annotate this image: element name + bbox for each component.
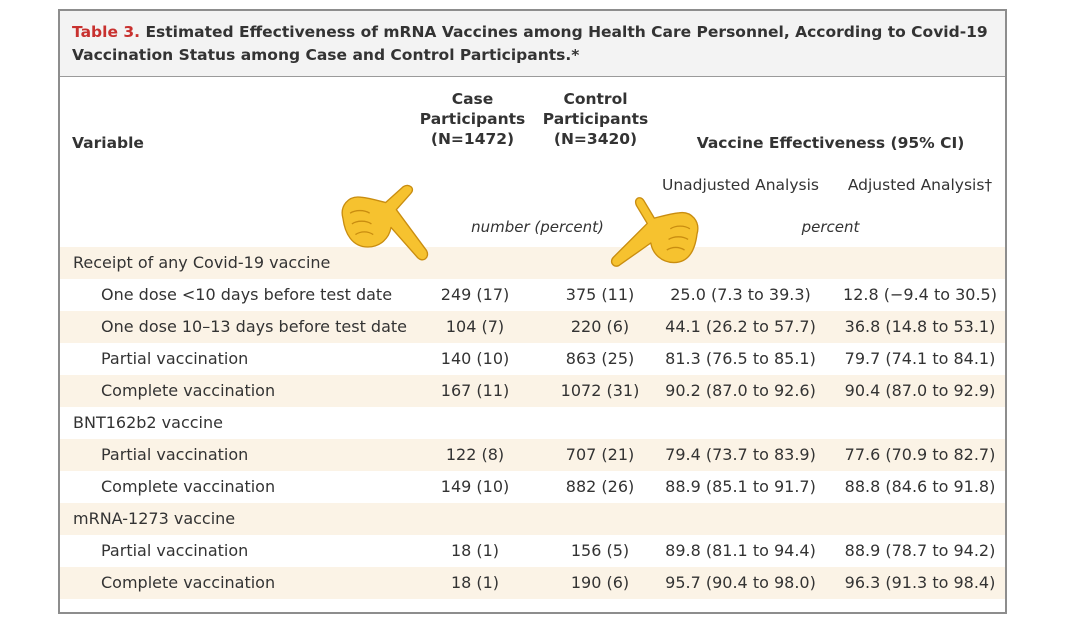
header-control-line3: (N=3420) — [553, 130, 638, 148]
row-case: 167 (11) — [440, 381, 510, 400]
row-variable: Complete vaccination — [101, 381, 276, 400]
header-number-unit: number (percent) — [471, 218, 604, 236]
row-adjusted: 88.9 (78.7 to 94.2) — [844, 541, 996, 560]
row-unadjusted: 25.0 (7.3 to 39.3) — [670, 285, 811, 304]
table-row — [60, 343, 1005, 375]
row-control: 1072 (31) — [560, 381, 640, 400]
row-variable: One dose 10–13 days before test date — [101, 317, 407, 336]
row-variable: One dose <10 days before test date — [101, 285, 393, 304]
row-variable: Partial vaccination — [101, 445, 249, 464]
table-row — [60, 407, 1005, 439]
table-row — [60, 279, 1005, 311]
row-case: 104 (7) — [445, 317, 505, 336]
row-adjusted: 96.3 (91.3 to 98.4) — [844, 573, 996, 592]
row-adjusted: 88.8 (84.6 to 91.8) — [844, 477, 996, 496]
row-variable: Partial vaccination — [101, 349, 249, 368]
pointing-hand-down-right-icon — [328, 183, 438, 263]
header-control — [538, 89, 653, 149]
row-adjusted: 12.8 (−9.4 to 30.5) — [843, 285, 997, 304]
table-title: Estimated Effectiveness of mRNA Vaccines among Health Care Personnel, According to Covid-19 Vaccination Status among Case and Control Participants.* — [72, 23, 988, 64]
row-control: 882 (26) — [565, 477, 635, 496]
table-row — [60, 471, 1005, 503]
row-control: 707 (21) — [565, 445, 635, 464]
row-case: 18 (1) — [450, 541, 500, 560]
header-unadjusted: Unadjusted Analysis — [662, 176, 819, 194]
table-row — [60, 375, 1005, 407]
row-case: 149 (10) — [440, 477, 510, 496]
table-number: Table 3. — [72, 23, 141, 41]
row-case: 18 (1) — [450, 573, 500, 592]
row-variable: Complete vaccination — [101, 573, 276, 592]
row-adjusted: 90.4 (87.0 to 92.9) — [844, 381, 996, 400]
row-control: 190 (6) — [570, 573, 630, 592]
row-variable: Partial vaccination — [101, 541, 249, 560]
header-case-line2: Participants — [419, 110, 526, 128]
row-case: 122 (8) — [445, 445, 505, 464]
header-case — [415, 89, 530, 149]
header-percent-unit: percent — [801, 218, 860, 236]
header-control-line2: Participants — [542, 110, 649, 128]
pointing-hand-down-left-icon — [602, 195, 712, 275]
header-effectiveness: Vaccine Effectiveness (95% CI) — [696, 134, 965, 152]
row-control: 156 (5) — [570, 541, 630, 560]
row-adjusted: 36.8 (14.8 to 53.1) — [844, 317, 996, 336]
row-case: 140 (10) — [440, 349, 510, 368]
table-row — [60, 247, 1005, 279]
table-caption — [60, 11, 1005, 77]
table-row — [60, 311, 1005, 343]
row-adjusted: 79.7 (74.1 to 84.1) — [844, 349, 996, 368]
row-control: 220 (6) — [570, 317, 630, 336]
row-variable: mRNA-1273 vaccine — [73, 509, 236, 528]
row-variable: BNT162b2 vaccine — [73, 413, 223, 432]
header-adjusted: Adjusted Analysis† — [847, 176, 993, 194]
row-unadjusted: 81.3 (76.5 to 85.1) — [665, 349, 816, 368]
row-unadjusted: 89.8 (81.1 to 94.4) — [665, 541, 816, 560]
table-row — [60, 503, 1005, 535]
row-control: 863 (25) — [565, 349, 635, 368]
header-variable: Variable — [72, 134, 144, 152]
row-variable: Receipt of any Covid-19 vaccine — [73, 253, 331, 272]
table-row — [60, 439, 1005, 471]
row-adjusted: 77.6 (70.9 to 82.7) — [844, 445, 996, 464]
row-case: 249 (17) — [440, 285, 510, 304]
row-unadjusted: 88.9 (85.1 to 91.7) — [665, 477, 816, 496]
table-row — [60, 567, 1005, 599]
table-row — [60, 535, 1005, 567]
row-unadjusted: 95.7 (90.4 to 98.0) — [665, 573, 816, 592]
row-unadjusted: 79.4 (73.7 to 83.9) — [665, 445, 816, 464]
header-case-line1: Case — [451, 90, 494, 108]
header-control-line1: Control — [563, 90, 628, 108]
row-variable: Complete vaccination — [101, 477, 276, 496]
row-unadjusted: 44.1 (26.2 to 57.7) — [665, 317, 816, 336]
row-control: 375 (11) — [565, 285, 635, 304]
row-unadjusted: 90.2 (87.0 to 92.6) — [665, 381, 816, 400]
table-card — [58, 9, 1007, 614]
header-case-line3: (N=1472) — [430, 130, 515, 148]
